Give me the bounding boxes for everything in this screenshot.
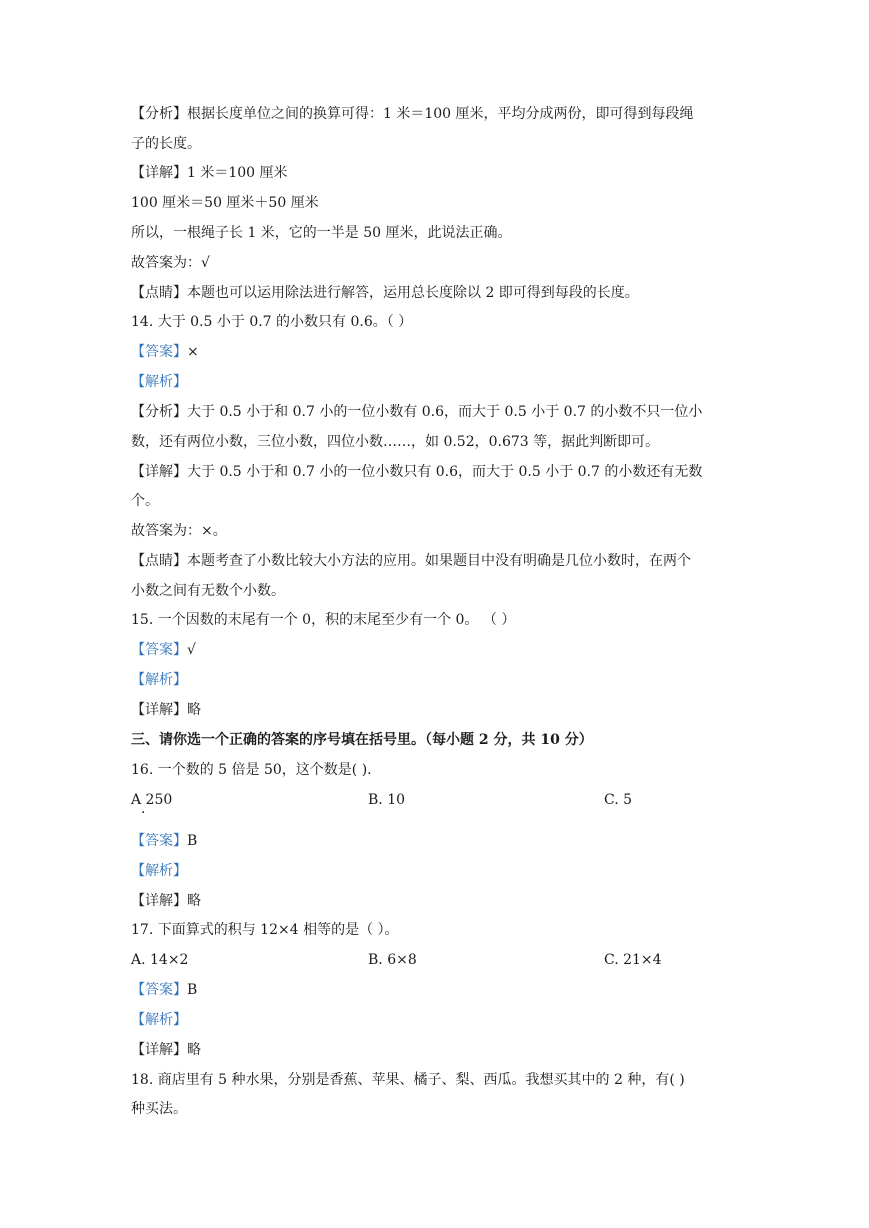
line-text: 大于 0.5 小于和 0.7 小的一位小数有 0.6，而大于 0.5 小于 0.7 的小数不只一位小 [187, 404, 703, 420]
q16-option-c: C. 5 [604, 792, 633, 808]
text-line [131, 521, 749, 541]
analysis-tag: 【解析】 [131, 374, 187, 390]
line-text: 1 米＝100 厘米 [187, 165, 288, 181]
question-18-stem-cont: 种买法。 [131, 1101, 187, 1117]
analysis-line [131, 670, 749, 690]
text-line [131, 462, 749, 482]
line-text: 15. 一个因数的末尾有一个 0，积的末尾至少有一个 0。 （ ） [131, 612, 516, 628]
section-heading: 三、请你选一个正确的答案的序号填在括号里。（每小题 2 分，共 10 分） [131, 732, 593, 748]
answer-value: × [187, 344, 199, 360]
line-text: 子的长度。 [131, 136, 201, 152]
line-text: 大于 0.5 小于和 0.7 小的一位小数只有 0.6，而大于 0.5 小于 0.7 的小数还有无数 [187, 464, 703, 480]
text-line [131, 551, 749, 571]
q17-detail-line [131, 1040, 749, 1060]
analysis-tag: 【解析】 [131, 863, 187, 879]
q16-option-a: A 250 [131, 792, 173, 808]
line-text: 本题考查了小数比较大小方法的应用。如果题目中没有明确是几位小数时，在两个 [187, 553, 691, 569]
detail-tag: 【详解】 [131, 893, 187, 909]
text-line [131, 283, 749, 303]
line-text: 根据长度单位之间的换算可得：1 米＝100 厘米，平均分成两份，即可得到每段绳 [187, 106, 694, 122]
answer-line [131, 640, 749, 660]
detail-line [131, 700, 749, 720]
answer-value: B [187, 833, 198, 849]
q17-option-b: B. 6×8 [368, 952, 417, 968]
stray-dot-mark: · [141, 805, 146, 821]
line-text: 所以，一根绳子长 1 米，它的一半是 50 厘米，此说法正确。 [131, 225, 512, 241]
line-tag: 【详解】 [131, 464, 187, 480]
answer-line [131, 342, 749, 362]
line-text: 100 厘米＝50 厘米＋50 厘米 [131, 195, 319, 211]
analysis-tag: 【解析】 [131, 1012, 187, 1028]
question-stem [131, 610, 749, 630]
q17-answer-line [131, 980, 749, 1000]
line-text: 故答案为：×。 [131, 523, 227, 539]
text-line [131, 104, 749, 124]
analysis-tag: 【解析】 [131, 672, 187, 688]
line-text: 数，还有两位小数，三位小数，四位小数……，如 0.52，0.673 等，据此判断即可。 [131, 434, 660, 450]
text-line [131, 223, 749, 243]
line-tag: 【分析】 [131, 404, 187, 420]
line-tag: 【分析】 [131, 106, 187, 122]
text-line [131, 193, 749, 213]
text-line [131, 253, 749, 273]
text-line [131, 581, 749, 601]
q17-analysis-line [131, 1010, 749, 1030]
q16-detail-line [131, 891, 749, 911]
text-line [131, 432, 749, 452]
question-17-stem: 17. 下面算式的积与 12×4 相等的是（ ）。 [131, 922, 399, 938]
question-18-stem: 18. 商店里有 5 种水果，分别是香蕉、苹果、橘子、梨、西瓜。我想买其中的 2 种，有( ) [131, 1072, 685, 1088]
detail-text: 略 [187, 893, 201, 909]
answer-value: √ [187, 642, 196, 658]
line-tag: 【详解】 [131, 165, 187, 181]
answer-tag: 【答案】 [131, 344, 187, 360]
text-line [131, 134, 749, 154]
q16-option-b: B. 10 [368, 792, 406, 808]
line-text: 14. 大于 0.5 小于 0.7 的小数只有 0.6。（ ） [131, 314, 413, 330]
analysis-line [131, 372, 749, 392]
answer-value: B [187, 982, 198, 998]
q17-option-a: A. 14×2 [131, 952, 189, 968]
question-16-stem: 16. 一个数的 5 倍是 50，这个数是( ). [131, 762, 372, 778]
answer-tag: 【答案】 [131, 642, 187, 658]
answer-tag: 【答案】 [131, 833, 187, 849]
detail-text: 略 [187, 1042, 201, 1058]
answer-tag: 【答案】 [131, 982, 187, 998]
line-text: 故答案为：√ [131, 255, 210, 271]
question-stem [131, 312, 749, 332]
line-tag: 【点睛】 [131, 553, 187, 569]
q16-answer-line [131, 831, 749, 851]
text-line [131, 402, 749, 422]
q16-analysis-line [131, 861, 749, 881]
line-text: 个。 [131, 493, 159, 509]
line-text: 本题也可以运用除法进行解答，运用总长度除以 2 即可得到每段的长度。 [187, 285, 639, 301]
line-text: 小数之间有无数个小数。 [131, 583, 285, 599]
detail-text: 略 [187, 702, 201, 718]
text-line [131, 491, 749, 511]
line-tag: 【点睛】 [131, 285, 187, 301]
q17-option-c: C. 21×4 [604, 952, 662, 968]
detail-tag: 【详解】 [131, 702, 187, 718]
text-line [131, 163, 749, 183]
detail-tag: 【详解】 [131, 1042, 187, 1058]
